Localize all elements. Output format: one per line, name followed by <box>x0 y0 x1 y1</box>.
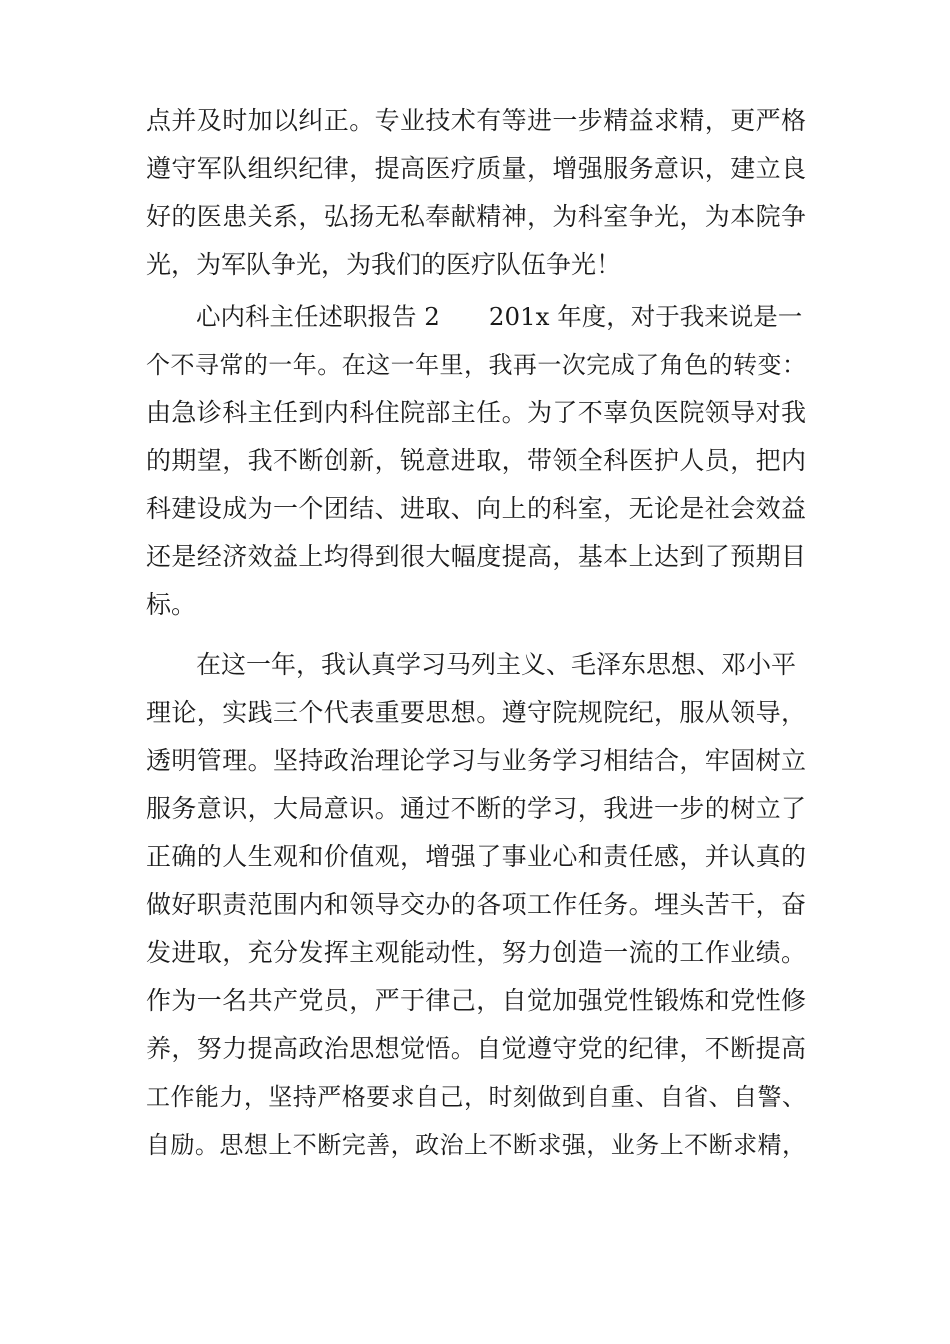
text-line: 正确的人生观和价值观，增强了事业心和责任感，并认真的 <box>146 842 806 871</box>
text-line: 心内科主任述职报告 2 201x 年度，对于我来说是一 <box>196 302 803 331</box>
text-line: 在这一年，我认真学习马列主义、毛泽东思想、邓小平 <box>196 650 797 679</box>
text-line: 光，为军队争光，为我们的医疗队伍争光！ <box>146 250 622 279</box>
text-line: 由急诊科主任到内科住院部主任。为了不辜负医院领导对我 <box>146 398 806 427</box>
text-line: 工作能力，坚持严格要求自己，时刻做到自重、自省、自警、 <box>146 1083 806 1111</box>
text-line: 好的医患关系，弘扬无私奉献精神，为科室争光，为本院争 <box>146 202 806 231</box>
text-line: 做好职责范围内和领导交办的各项工作任务。埋头苦干，奋 <box>146 890 806 919</box>
text-line: 标。 <box>146 590 197 619</box>
text-line: 透明管理。坚持政治理论学习与业务学习相结合，牢固树立 <box>146 746 806 775</box>
text-line: 发进取，充分发挥主观能动性，努力创造一流的工作业绩。 <box>146 938 806 967</box>
text-line: 自励。思想上不断完善，政治上不断求强，业务上不断求精， <box>146 1131 806 1159</box>
text-line: 点并及时加以纠正。专业技术有等进一步精益求精，更严格 <box>146 106 806 135</box>
text-line: 的期望，我不断创新，锐意进取，带领全科医护人员，把内 <box>146 446 806 475</box>
text-line: 服务意识，大局意识。通过不断的学习，我进一步的树立了 <box>146 794 806 823</box>
text-line: 理论，实践三个代表重要思想。遵守院规院纪，服从领导， <box>146 698 806 727</box>
text-line: 科建设成为一个团结、进取、向上的科室，无论是社会效益 <box>146 494 806 523</box>
text-line: 养，努力提高政治思想觉悟。自觉遵守党的纪律，不断提高 <box>146 1034 806 1063</box>
text-line: 还是经济效益上均得到很大幅度提高，基本上达到了预期目 <box>146 542 806 571</box>
text-line: 遵守军队组织纪律，提高医疗质量，增强服务意识，建立良 <box>146 154 806 183</box>
text-line: 作为一名共产党员，严于律己，自觉加强党性锻炼和党性修 <box>146 986 806 1015</box>
text-line: 个不寻常的一年。在这一年里，我再一次完成了角色的转变： <box>146 351 806 379</box>
